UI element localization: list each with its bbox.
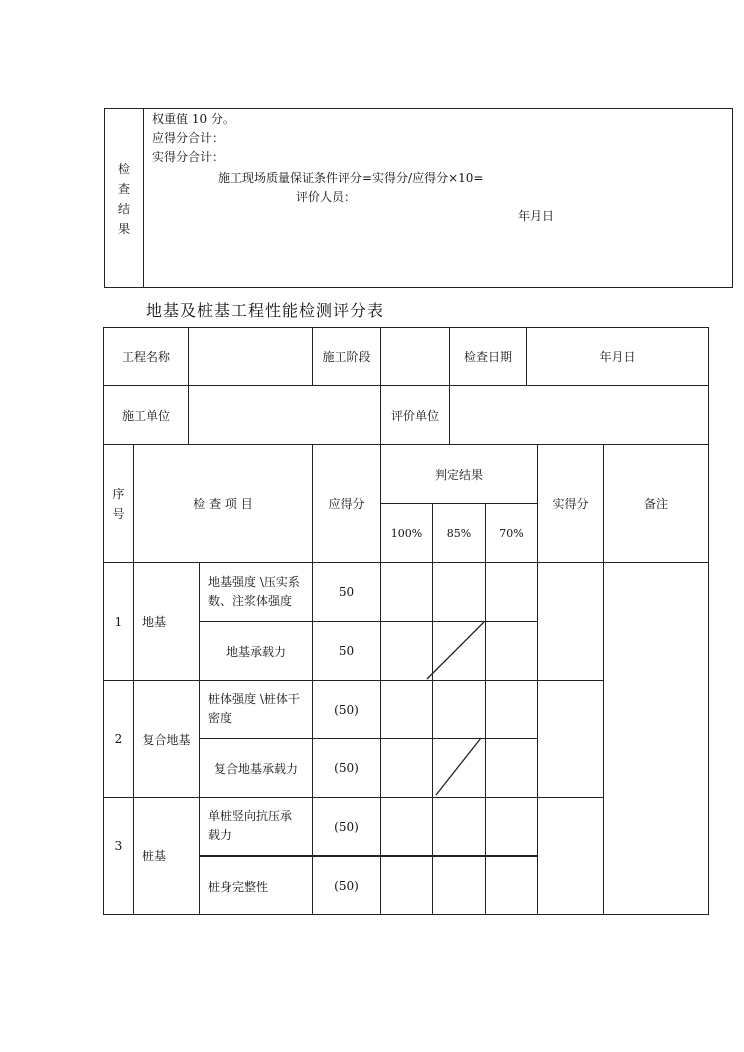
due-score-header: 应得分 — [328, 497, 365, 511]
construction-unit-label: 施工单位 — [121, 408, 170, 423]
item-score: (50) — [334, 878, 359, 893]
seq-header — [104, 445, 133, 562]
seq-header-char: 号 — [112, 506, 125, 521]
judgement-header: 判定结果 — [434, 467, 483, 482]
item-name-line: 单桩竖向抗压承 — [208, 809, 293, 823]
grade-100-header: 100% — [390, 526, 423, 540]
actual-total: 实得分合计： — [152, 150, 225, 164]
row-seq: 1 — [114, 614, 123, 629]
item-name-line: 桩体强度 \桩体干 — [208, 692, 300, 706]
item-score: (50) — [334, 702, 359, 717]
date-label: 年月日 — [518, 209, 555, 223]
weight-line: 权重值 10 分。 — [152, 112, 235, 126]
actual-score-header: 实得分 — [552, 497, 589, 511]
item-score: (50) — [334, 819, 359, 834]
item-name: 地基承载力 — [225, 644, 286, 659]
item-score: 50 — [338, 585, 355, 599]
project-name-label: 工程名称 — [121, 350, 170, 364]
row-category: 地基 — [141, 615, 166, 629]
check-date-label: 检查日期 — [463, 350, 512, 364]
item-name — [208, 690, 300, 728]
stage-label: 施工阶段 — [322, 350, 371, 364]
side-label-char: 果 — [117, 222, 130, 236]
row-seq: 3 — [114, 838, 123, 853]
side-label-char: 查 — [117, 182, 130, 196]
row-category: 桩基 — [141, 848, 166, 863]
row-seq: 2 — [114, 732, 123, 746]
evaluation-unit-label: 评价单位 — [390, 408, 439, 423]
item-name-line: 密度 — [208, 711, 233, 725]
score-formula: 施工现场质量保证条件评分=实得分/应得分×10= — [218, 171, 484, 185]
item-score: (50) — [334, 761, 359, 775]
due-total: 应得分合计： — [152, 131, 225, 145]
item-name-line: 地基强度 \压实系 — [208, 575, 300, 589]
side-label-char: 检 — [117, 162, 130, 176]
item-name: 复合地基承载力 — [213, 761, 298, 776]
item-name — [208, 807, 292, 845]
item-name: 桩身完整性 — [208, 880, 269, 894]
evaluator-label: 评价人员： — [296, 190, 357, 204]
grade-70-header: 70% — [499, 526, 524, 540]
remark-header: 备注 — [643, 497, 668, 511]
side-label-char: 结 — [117, 202, 130, 216]
check-date-value: 年月日 — [599, 350, 636, 364]
item-name-line: 载力 — [208, 828, 233, 842]
item-score: 50 — [338, 644, 355, 658]
item-name — [208, 573, 300, 611]
item-header: 检 查 项 目 — [193, 497, 253, 511]
row-category: 复合地基 — [142, 732, 191, 747]
page-title: 地基及桩基工程性能检测评分表 — [146, 301, 385, 320]
item-name-line: 数、注浆体强度 — [208, 594, 293, 608]
seq-header-char: 序 — [112, 486, 125, 501]
grade-85-header: 85% — [446, 526, 472, 540]
